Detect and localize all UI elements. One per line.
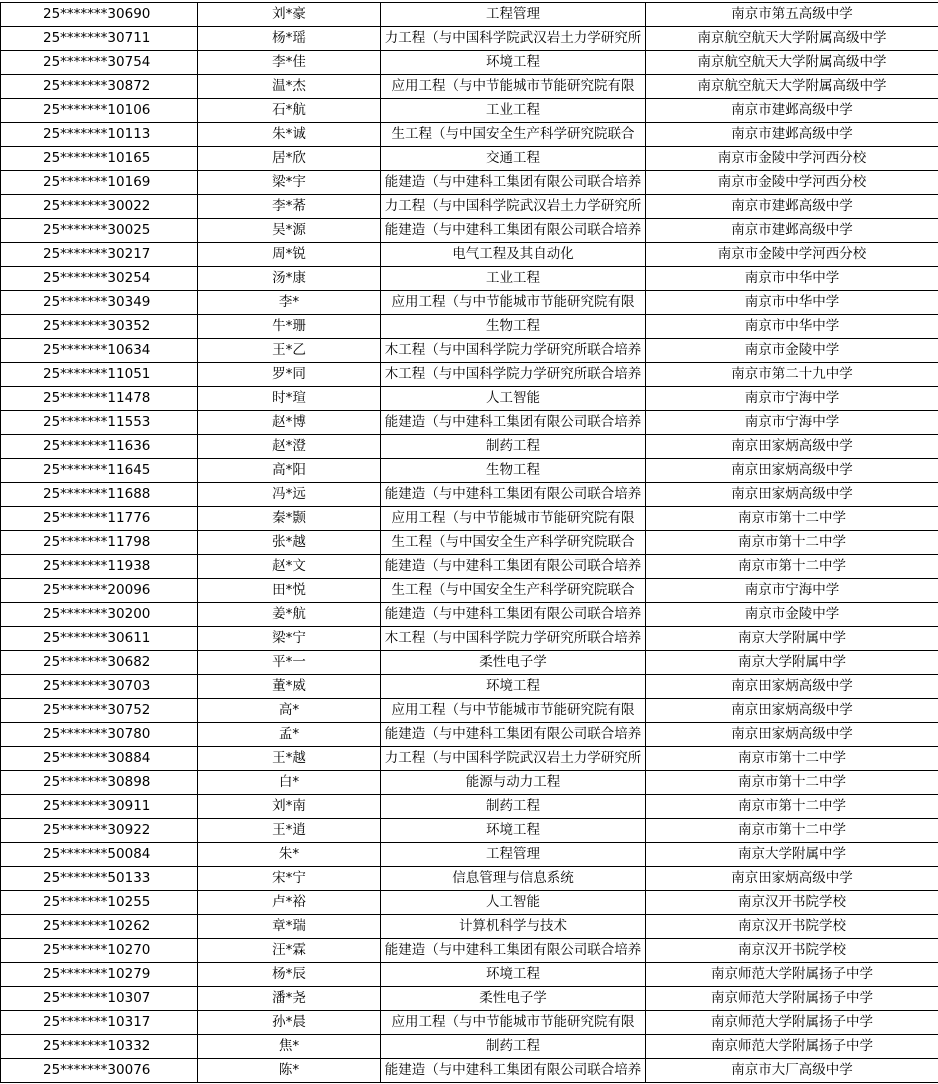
student-name-cell: 赵*文 — [198, 555, 381, 579]
major-cell: 应用工程（与中节能城市节能研究院有限 — [381, 75, 646, 99]
student-id-cell: 25*******30254 — [1, 267, 198, 291]
student-id-cell: 25*******30611 — [1, 627, 198, 651]
table-row — [1, 699, 938, 723]
school-cell: 南京汉开书院学校 — [646, 939, 938, 963]
table-row — [1, 555, 938, 579]
table-row — [1, 267, 938, 291]
major-cell: 生工程（与中国安全生产科学研究院联合 — [381, 579, 646, 603]
school-cell: 南京市第十二中学 — [646, 795, 938, 819]
table-row — [1, 1035, 938, 1059]
table-row — [1, 51, 938, 75]
table-row — [1, 579, 938, 603]
school-cell: 南京汉开书院学校 — [646, 891, 938, 915]
major-cell: 人工智能 — [381, 891, 646, 915]
school-cell: 南京师范大学附属扬子中学 — [646, 1011, 938, 1035]
major-cell: 能建造（与中建科工集团有限公司联合培养 — [381, 939, 646, 963]
school-cell: 南京航空航天大学附属高级中学 — [646, 27, 938, 51]
major-cell: 工业工程 — [381, 99, 646, 123]
school-cell: 南京市中华中学 — [646, 267, 938, 291]
student-id-cell: 25*******10634 — [1, 339, 198, 363]
table-row — [1, 795, 938, 819]
major-cell: 计算机科学与技术 — [381, 915, 646, 939]
major-cell: 工程管理 — [381, 3, 646, 27]
student-id-cell: 25*******30200 — [1, 603, 198, 627]
student-name-cell: 杨*辰 — [198, 963, 381, 987]
school-cell: 南京田家炳高级中学 — [646, 459, 938, 483]
school-cell: 南京市建邺高级中学 — [646, 219, 938, 243]
school-cell: 南京市金陵中学河西分校 — [646, 171, 938, 195]
school-cell: 南京市中华中学 — [646, 291, 938, 315]
table-row — [1, 867, 938, 891]
major-cell: 能建造（与中建科工集团有限公司联合培养 — [381, 603, 646, 627]
major-cell: 信息管理与信息系统 — [381, 867, 646, 891]
student-name-cell: 时*瑄 — [198, 387, 381, 411]
student-name-cell: 田*悦 — [198, 579, 381, 603]
student-name-cell: 王*逍 — [198, 819, 381, 843]
student-name-cell: 孟* — [198, 723, 381, 747]
major-cell: 木工程（与中国科学院力学研究所联合培养 — [381, 363, 646, 387]
student-id-cell: 25*******30711 — [1, 27, 198, 51]
student-id-cell: 25*******30780 — [1, 723, 198, 747]
school-cell: 南京市金陵中学河西分校 — [646, 243, 938, 267]
student-name-cell: 王*越 — [198, 747, 381, 771]
table-row — [1, 3, 938, 27]
table-row — [1, 171, 938, 195]
student-id-cell: 25*******30217 — [1, 243, 198, 267]
student-name-cell: 刘*豪 — [198, 3, 381, 27]
student-name-cell: 吴*源 — [198, 219, 381, 243]
school-cell: 南京市金陵中学河西分校 — [646, 147, 938, 171]
school-cell: 南京市建邺高级中学 — [646, 195, 938, 219]
student-id-cell: 25*******10113 — [1, 123, 198, 147]
school-cell: 南京市第十二中学 — [646, 819, 938, 843]
student-name-cell: 白* — [198, 771, 381, 795]
student-id-cell: 25*******30682 — [1, 651, 198, 675]
student-name-cell: 陈* — [198, 1059, 381, 1083]
student-name-cell: 李*莃 — [198, 195, 381, 219]
table-row — [1, 483, 938, 507]
table-row — [1, 195, 938, 219]
school-cell: 南京大学附属中学 — [646, 651, 938, 675]
student-name-cell: 赵*博 — [198, 411, 381, 435]
major-cell: 柔性电子学 — [381, 987, 646, 1011]
student-name-cell: 姜*航 — [198, 603, 381, 627]
student-name-cell: 潘*尧 — [198, 987, 381, 1011]
student-id-cell: 25*******10262 — [1, 915, 198, 939]
student-id-cell: 25*******30754 — [1, 51, 198, 75]
major-cell: 生物工程 — [381, 315, 646, 339]
school-cell: 南京师范大学附属扬子中学 — [646, 1035, 938, 1059]
student-name-cell: 平*一 — [198, 651, 381, 675]
school-cell: 南京师范大学附属扬子中学 — [646, 963, 938, 987]
major-cell: 能建造（与中建科工集团有限公司联合培养 — [381, 555, 646, 579]
school-cell: 南京市中华中学 — [646, 315, 938, 339]
school-cell: 南京田家炳高级中学 — [646, 723, 938, 747]
table-row — [1, 819, 938, 843]
table-row — [1, 123, 938, 147]
table-row — [1, 531, 938, 555]
student-id-cell: 25*******30690 — [1, 3, 198, 27]
major-cell: 能建造（与中建科工集团有限公司联合培养 — [381, 1059, 646, 1083]
school-cell: 南京汉开书院学校 — [646, 915, 938, 939]
major-cell: 能建造（与中建科工集团有限公司联合培养 — [381, 219, 646, 243]
student-name-cell: 卢*裕 — [198, 891, 381, 915]
school-cell: 南京市金陵中学 — [646, 603, 938, 627]
major-cell: 生工程（与中国安全生产科学研究院联合 — [381, 123, 646, 147]
student-name-cell: 秦*颢 — [198, 507, 381, 531]
table-row — [1, 387, 938, 411]
major-cell: 应用工程（与中节能城市节能研究院有限 — [381, 699, 646, 723]
table-row — [1, 603, 938, 627]
student-name-cell: 赵*澄 — [198, 435, 381, 459]
student-name-cell: 王*乙 — [198, 339, 381, 363]
school-cell: 南京市建邺高级中学 — [646, 99, 938, 123]
table-row — [1, 723, 938, 747]
table-body — [1, 3, 938, 1083]
table-row — [1, 147, 938, 171]
student-name-cell: 朱*诚 — [198, 123, 381, 147]
student-id-cell: 25*******30703 — [1, 675, 198, 699]
major-cell: 应用工程（与中节能城市节能研究院有限 — [381, 1011, 646, 1035]
student-name-cell: 杨*瑶 — [198, 27, 381, 51]
student-id-cell: 25*******30349 — [1, 291, 198, 315]
student-id-cell: 25*******10279 — [1, 963, 198, 987]
major-cell: 能建造（与中建科工集团有限公司联合培养 — [381, 723, 646, 747]
major-cell: 生工程（与中国安全生产科学研究院联合 — [381, 531, 646, 555]
student-id-cell: 25*******30752 — [1, 699, 198, 723]
student-id-cell: 25*******30872 — [1, 75, 198, 99]
student-name-cell: 周*锐 — [198, 243, 381, 267]
major-cell: 能源与动力工程 — [381, 771, 646, 795]
table-row — [1, 99, 938, 123]
major-cell: 环境工程 — [381, 963, 646, 987]
student-id-cell: 25*******10332 — [1, 1035, 198, 1059]
major-cell: 力工程（与中国科学院武汉岩土力学研究所 — [381, 27, 646, 51]
major-cell: 能建造（与中建科工集团有限公司联合培养 — [381, 483, 646, 507]
table-row — [1, 459, 938, 483]
student-id-cell: 25*******11798 — [1, 531, 198, 555]
student-id-cell: 25*******10317 — [1, 1011, 198, 1035]
student-name-cell: 牛*珊 — [198, 315, 381, 339]
student-id-cell: 25*******11645 — [1, 459, 198, 483]
table-row — [1, 219, 938, 243]
major-cell: 木工程（与中国科学院力学研究所联合培养 — [381, 627, 646, 651]
major-cell: 柔性电子学 — [381, 651, 646, 675]
major-cell: 交通工程 — [381, 147, 646, 171]
school-cell: 南京市第十二中学 — [646, 747, 938, 771]
school-cell: 南京市建邺高级中学 — [646, 123, 938, 147]
student-id-cell: 25*******11636 — [1, 435, 198, 459]
table-row — [1, 891, 938, 915]
major-cell: 环境工程 — [381, 675, 646, 699]
school-cell: 南京师范大学附属扬子中学 — [646, 987, 938, 1011]
table-row — [1, 939, 938, 963]
major-cell: 木工程（与中国科学院力学研究所联合培养 — [381, 339, 646, 363]
student-id-cell: 25*******30025 — [1, 219, 198, 243]
table-row — [1, 963, 938, 987]
student-name-cell: 石*航 — [198, 99, 381, 123]
table-row — [1, 507, 938, 531]
major-cell: 人工智能 — [381, 387, 646, 411]
school-cell: 南京航空航天大学附属高级中学 — [646, 75, 938, 99]
student-id-cell: 25*******10165 — [1, 147, 198, 171]
school-cell: 南京市宁海中学 — [646, 579, 938, 603]
school-cell: 南京大学附属中学 — [646, 843, 938, 867]
student-id-cell: 25*******11478 — [1, 387, 198, 411]
student-name-cell: 章*瑞 — [198, 915, 381, 939]
table-row — [1, 339, 938, 363]
major-cell: 环境工程 — [381, 819, 646, 843]
major-cell: 制药工程 — [381, 795, 646, 819]
table-row — [1, 987, 938, 1011]
table-row — [1, 75, 938, 99]
major-cell: 力工程（与中国科学院武汉岩土力学研究所 — [381, 195, 646, 219]
student-id-cell: 25*******30922 — [1, 819, 198, 843]
table-row — [1, 747, 938, 771]
student-id-cell: 25*******11553 — [1, 411, 198, 435]
student-name-cell: 高* — [198, 699, 381, 723]
school-cell: 南京田家炳高级中学 — [646, 699, 938, 723]
student-id-cell: 25*******30022 — [1, 195, 198, 219]
major-cell: 力工程（与中国科学院武汉岩土力学研究所 — [381, 747, 646, 771]
school-cell: 南京田家炳高级中学 — [646, 867, 938, 891]
student-id-cell: 25*******10270 — [1, 939, 198, 963]
major-cell: 制药工程 — [381, 435, 646, 459]
school-cell: 南京市第十二中学 — [646, 555, 938, 579]
student-id-cell: 25*******11776 — [1, 507, 198, 531]
table-row — [1, 771, 938, 795]
student-name-cell: 朱* — [198, 843, 381, 867]
table-row — [1, 411, 938, 435]
table-row — [1, 363, 938, 387]
student-name-cell: 罗*同 — [198, 363, 381, 387]
major-cell: 电气工程及其自动化 — [381, 243, 646, 267]
student-id-cell: 25*******10307 — [1, 987, 198, 1011]
student-id-cell: 25*******50133 — [1, 867, 198, 891]
school-cell: 南京田家炳高级中学 — [646, 435, 938, 459]
student-id-cell: 25*******30911 — [1, 795, 198, 819]
school-cell: 南京航空航天大学附属高级中学 — [646, 51, 938, 75]
school-cell: 南京市宁海中学 — [646, 411, 938, 435]
table-row — [1, 1011, 938, 1035]
table-row — [1, 435, 938, 459]
school-cell: 南京市第五高级中学 — [646, 3, 938, 27]
student-id-cell: 25*******10106 — [1, 99, 198, 123]
table-row — [1, 915, 938, 939]
table-row — [1, 315, 938, 339]
school-cell: 南京市宁海中学 — [646, 387, 938, 411]
student-id-cell: 25*******50084 — [1, 843, 198, 867]
table-row — [1, 27, 938, 51]
student-name-cell: 居*欣 — [198, 147, 381, 171]
student-name-cell: 汤*康 — [198, 267, 381, 291]
table-row — [1, 627, 938, 651]
table-row — [1, 1059, 938, 1083]
student-name-cell: 冯*远 — [198, 483, 381, 507]
student-name-cell: 高*阳 — [198, 459, 381, 483]
school-cell: 南京市大厂高级中学 — [646, 1059, 938, 1083]
table-row — [1, 291, 938, 315]
student-name-cell: 孙*晨 — [198, 1011, 381, 1035]
major-cell: 环境工程 — [381, 51, 646, 75]
school-cell: 南京市第十二中学 — [646, 507, 938, 531]
table-row — [1, 243, 938, 267]
school-cell: 南京田家炳高级中学 — [646, 675, 938, 699]
school-cell: 南京市金陵中学 — [646, 339, 938, 363]
student-id-cell: 25*******30884 — [1, 747, 198, 771]
student-id-cell: 25*******20096 — [1, 579, 198, 603]
major-cell: 应用工程（与中节能城市节能研究院有限 — [381, 507, 646, 531]
student-id-cell: 25*******10255 — [1, 891, 198, 915]
student-name-cell: 刘*南 — [198, 795, 381, 819]
student-id-cell: 25*******10169 — [1, 171, 198, 195]
table-row — [1, 675, 938, 699]
major-cell: 工业工程 — [381, 267, 646, 291]
major-cell: 工程管理 — [381, 843, 646, 867]
student-id-cell: 25*******11051 — [1, 363, 198, 387]
major-cell: 应用工程（与中节能城市节能研究院有限 — [381, 291, 646, 315]
school-cell: 南京市第二十九中学 — [646, 363, 938, 387]
student-name-cell: 梁*宁 — [198, 627, 381, 651]
school-cell: 南京市第十二中学 — [646, 771, 938, 795]
student-name-cell: 汪*霖 — [198, 939, 381, 963]
student-name-cell: 董*威 — [198, 675, 381, 699]
school-cell: 南京大学附属中学 — [646, 627, 938, 651]
student-name-cell: 张*越 — [198, 531, 381, 555]
major-cell: 生物工程 — [381, 459, 646, 483]
student-name-cell: 焦* — [198, 1035, 381, 1059]
student-name-cell: 李* — [198, 291, 381, 315]
student-id-cell: 25*******30352 — [1, 315, 198, 339]
student-name-cell: 宋*宁 — [198, 867, 381, 891]
major-cell: 制药工程 — [381, 1035, 646, 1059]
table-row — [1, 651, 938, 675]
student-name-cell: 温*杰 — [198, 75, 381, 99]
school-cell: 南京田家炳高级中学 — [646, 483, 938, 507]
student-id-cell: 25*******30076 — [1, 1059, 198, 1083]
school-cell: 南京市第十二中学 — [646, 531, 938, 555]
student-id-cell: 25*******11938 — [1, 555, 198, 579]
student-name-cell: 梁*宇 — [198, 171, 381, 195]
admission-table — [0, 2, 938, 1083]
major-cell: 能建造（与中建科工集团有限公司联合培养 — [381, 411, 646, 435]
student-id-cell: 25*******11688 — [1, 483, 198, 507]
student-name-cell: 李*佳 — [198, 51, 381, 75]
student-id-cell: 25*******30898 — [1, 771, 198, 795]
table-row — [1, 843, 938, 867]
major-cell: 能建造（与中建科工集团有限公司联合培养 — [381, 171, 646, 195]
